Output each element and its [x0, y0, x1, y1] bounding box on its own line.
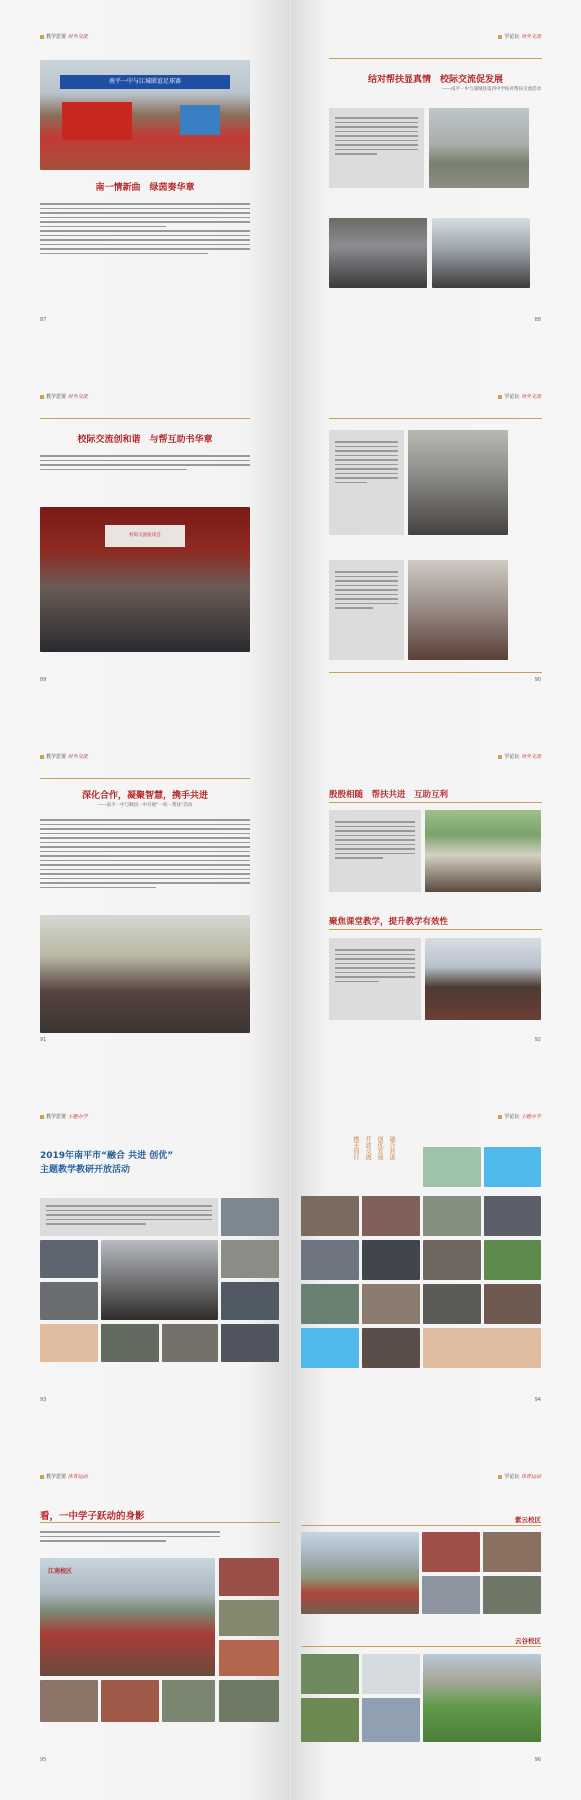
spread-5 — [0, 1440, 581, 1800]
photo-r5 — [484, 1196, 541, 1236]
page-96 — [291, 1440, 581, 1800]
section-tag: 教学思要 对外交流 — [40, 753, 88, 760]
yg-photo-3 — [301, 1698, 359, 1742]
photo-banner: 南平一中与江城联谊足球赛 — [60, 75, 230, 89]
campus-label-2: 云谷校区 — [515, 1637, 541, 1645]
photo-r8 — [423, 1240, 481, 1280]
photo-r11 — [362, 1284, 420, 1324]
page-89 — [0, 360, 290, 720]
section-title-2: 聚焦课堂教学，提升教学有效性 — [329, 917, 449, 927]
page-number: 91 — [40, 1037, 47, 1043]
page-number: 92 — [534, 1037, 541, 1043]
spread-2 — [0, 360, 581, 720]
sports-photo-5 — [101, 1680, 159, 1722]
page-88 — [291, 0, 581, 360]
photo-r4 — [423, 1196, 481, 1236]
page-number: 93 — [40, 1397, 47, 1403]
page-number: 94 — [534, 1397, 541, 1403]
photo-c-large — [101, 1240, 218, 1320]
campus-rule-2 — [301, 1646, 541, 1647]
section-tag: 学论坛 对外交流 — [498, 753, 541, 760]
classroom-photo — [425, 938, 541, 1020]
yg-sports-photo-large — [423, 1654, 541, 1742]
spread-1 — [0, 0, 581, 360]
spread-3 — [0, 720, 581, 1080]
photo-r10 — [301, 1284, 359, 1324]
photo-d — [221, 1240, 279, 1278]
article-body — [40, 816, 250, 891]
yg-photo-4 — [362, 1698, 420, 1742]
article-body — [40, 200, 250, 257]
photo-g — [101, 1324, 159, 1362]
page-number: 89 — [40, 677, 47, 683]
section-tag: 学论坛 对外交流 — [498, 393, 541, 400]
photo-h — [162, 1324, 218, 1362]
photo-r2 — [301, 1196, 359, 1236]
page-number: 96 — [534, 1757, 541, 1763]
section-tag: 教学思要 主题办学 — [40, 1113, 88, 1120]
article-body — [40, 1528, 220, 1545]
text-box-2 — [329, 560, 404, 660]
photo-r12 — [423, 1284, 481, 1324]
title-rule-1 — [329, 802, 542, 803]
title-line-1: 2019年南平市“融合 共进 创优” — [40, 1151, 174, 1161]
sports-photo-4 — [40, 1680, 98, 1722]
zy-photo-2 — [483, 1532, 541, 1572]
photo-r14 — [362, 1328, 420, 1368]
text-box-1 — [329, 810, 421, 892]
article-subtitle: ——南平一中与顺昌一中开展“一校一帮扶”活动 — [97, 803, 193, 808]
zy-sports-photo-large — [301, 1532, 419, 1614]
campus-label-1: 紫云校区 — [515, 1516, 541, 1524]
zy-photo-3 — [422, 1576, 480, 1614]
photo-r9 — [484, 1240, 541, 1280]
title-rule — [329, 58, 542, 59]
section-tag: 学论坛 对外交流 — [498, 33, 541, 40]
photo-b — [40, 1240, 98, 1278]
photo-r7 — [362, 1240, 420, 1280]
photo-f — [221, 1282, 279, 1320]
yg-photo-2 — [362, 1654, 420, 1694]
page-92 — [291, 720, 581, 1080]
color-block-blue-1 — [484, 1147, 541, 1187]
page-93 — [0, 1080, 290, 1440]
section-title-1: 殷殷相随 帮扶共进 互助互利 — [329, 790, 449, 800]
article-body — [40, 452, 250, 473]
page-87 — [0, 0, 290, 360]
photo-r1 — [423, 1147, 481, 1187]
sports-photo-1 — [219, 1558, 279, 1596]
meeting-photo-1 — [329, 218, 427, 288]
page-90 — [291, 360, 581, 720]
title-rule — [40, 1522, 280, 1523]
photo-e — [40, 1282, 98, 1320]
section-tag: 教学思要 对外交流 — [40, 33, 88, 40]
page-91 — [0, 720, 290, 1080]
football-team-photo — [40, 60, 250, 170]
section-tag: 学论坛 体育运动 — [498, 1473, 541, 1480]
color-block-blue-2 — [301, 1328, 359, 1368]
campus-rule-1 — [301, 1525, 541, 1526]
vertical-slogan: 融合共进 创优发展 开放交流 携手同行 — [352, 1136, 395, 1160]
section-tag: 教学思要 对外交流 — [40, 393, 88, 400]
discussion-photo — [408, 560, 508, 660]
section-tag: 学论坛 主题办学 — [498, 1113, 541, 1120]
title-rule — [40, 418, 250, 419]
page-number: 88 — [534, 317, 541, 323]
title-rule-2 — [329, 929, 542, 930]
text-box-1 — [329, 430, 404, 535]
color-block-peach — [423, 1328, 541, 1368]
title-rule — [40, 778, 250, 779]
title-line-2: 主题教学教研开放活动 — [40, 1165, 131, 1175]
photo-r6 — [301, 1240, 359, 1280]
intro-text-box — [329, 108, 424, 188]
yg-photo-1 — [301, 1654, 359, 1694]
campus-label: 江南校区 — [48, 1568, 73, 1575]
page-number: 95 — [40, 1757, 47, 1763]
photo-r3 — [362, 1196, 420, 1236]
meeting-photo-2 — [432, 218, 530, 288]
color-block-peach — [40, 1324, 98, 1362]
sports-photo-7 — [219, 1680, 279, 1722]
text-box-2 — [329, 938, 421, 1020]
section-tag: 教学思要 体育运动 — [40, 1473, 88, 1480]
backdrop-screen: 校际交流座谈会 — [105, 525, 185, 547]
spread-4 — [0, 1080, 581, 1440]
page-number: 87 — [40, 317, 47, 323]
bottom-rule — [329, 672, 542, 673]
zy-photo-4 — [483, 1576, 541, 1614]
intro-text-box — [40, 1198, 218, 1236]
blue-flag — [180, 105, 220, 135]
title-rule — [329, 418, 542, 419]
sports-photo-3 — [219, 1640, 279, 1676]
article-title: 校际交流创和谐 与帮互助书华章 — [77, 435, 213, 445]
sports-photo-6 — [162, 1680, 215, 1722]
red-flag — [62, 102, 132, 140]
article-title: 结对帮扶显真情 校际交流促发展 — [367, 75, 503, 85]
outdoor-group-photo — [425, 810, 541, 892]
page-95 — [0, 1440, 290, 1800]
sports-photo-2 — [219, 1600, 279, 1636]
zy-photo-1 — [422, 1532, 480, 1572]
page-94 — [291, 1080, 581, 1440]
article-title: 深化合作，凝聚智慧，携手共进 — [81, 791, 208, 801]
campus-visit-photo — [429, 108, 529, 188]
meeting-room-photo — [408, 430, 508, 535]
photo-r13 — [484, 1284, 541, 1324]
campus-sports-photo — [40, 1558, 215, 1676]
article-title: 南一情新曲 绿茵奏华章 — [95, 183, 195, 193]
group-photo — [40, 507, 250, 652]
page-number: 90 — [534, 677, 541, 683]
photo-a — [221, 1198, 279, 1236]
article-subtitle: ——南平一中与浦城县第四中学结对帮扶交流活动 — [442, 87, 541, 92]
photo-i — [221, 1324, 279, 1362]
group-photo — [40, 915, 250, 1033]
article-title: 看，一中学子跃动的身影 — [40, 1511, 145, 1522]
